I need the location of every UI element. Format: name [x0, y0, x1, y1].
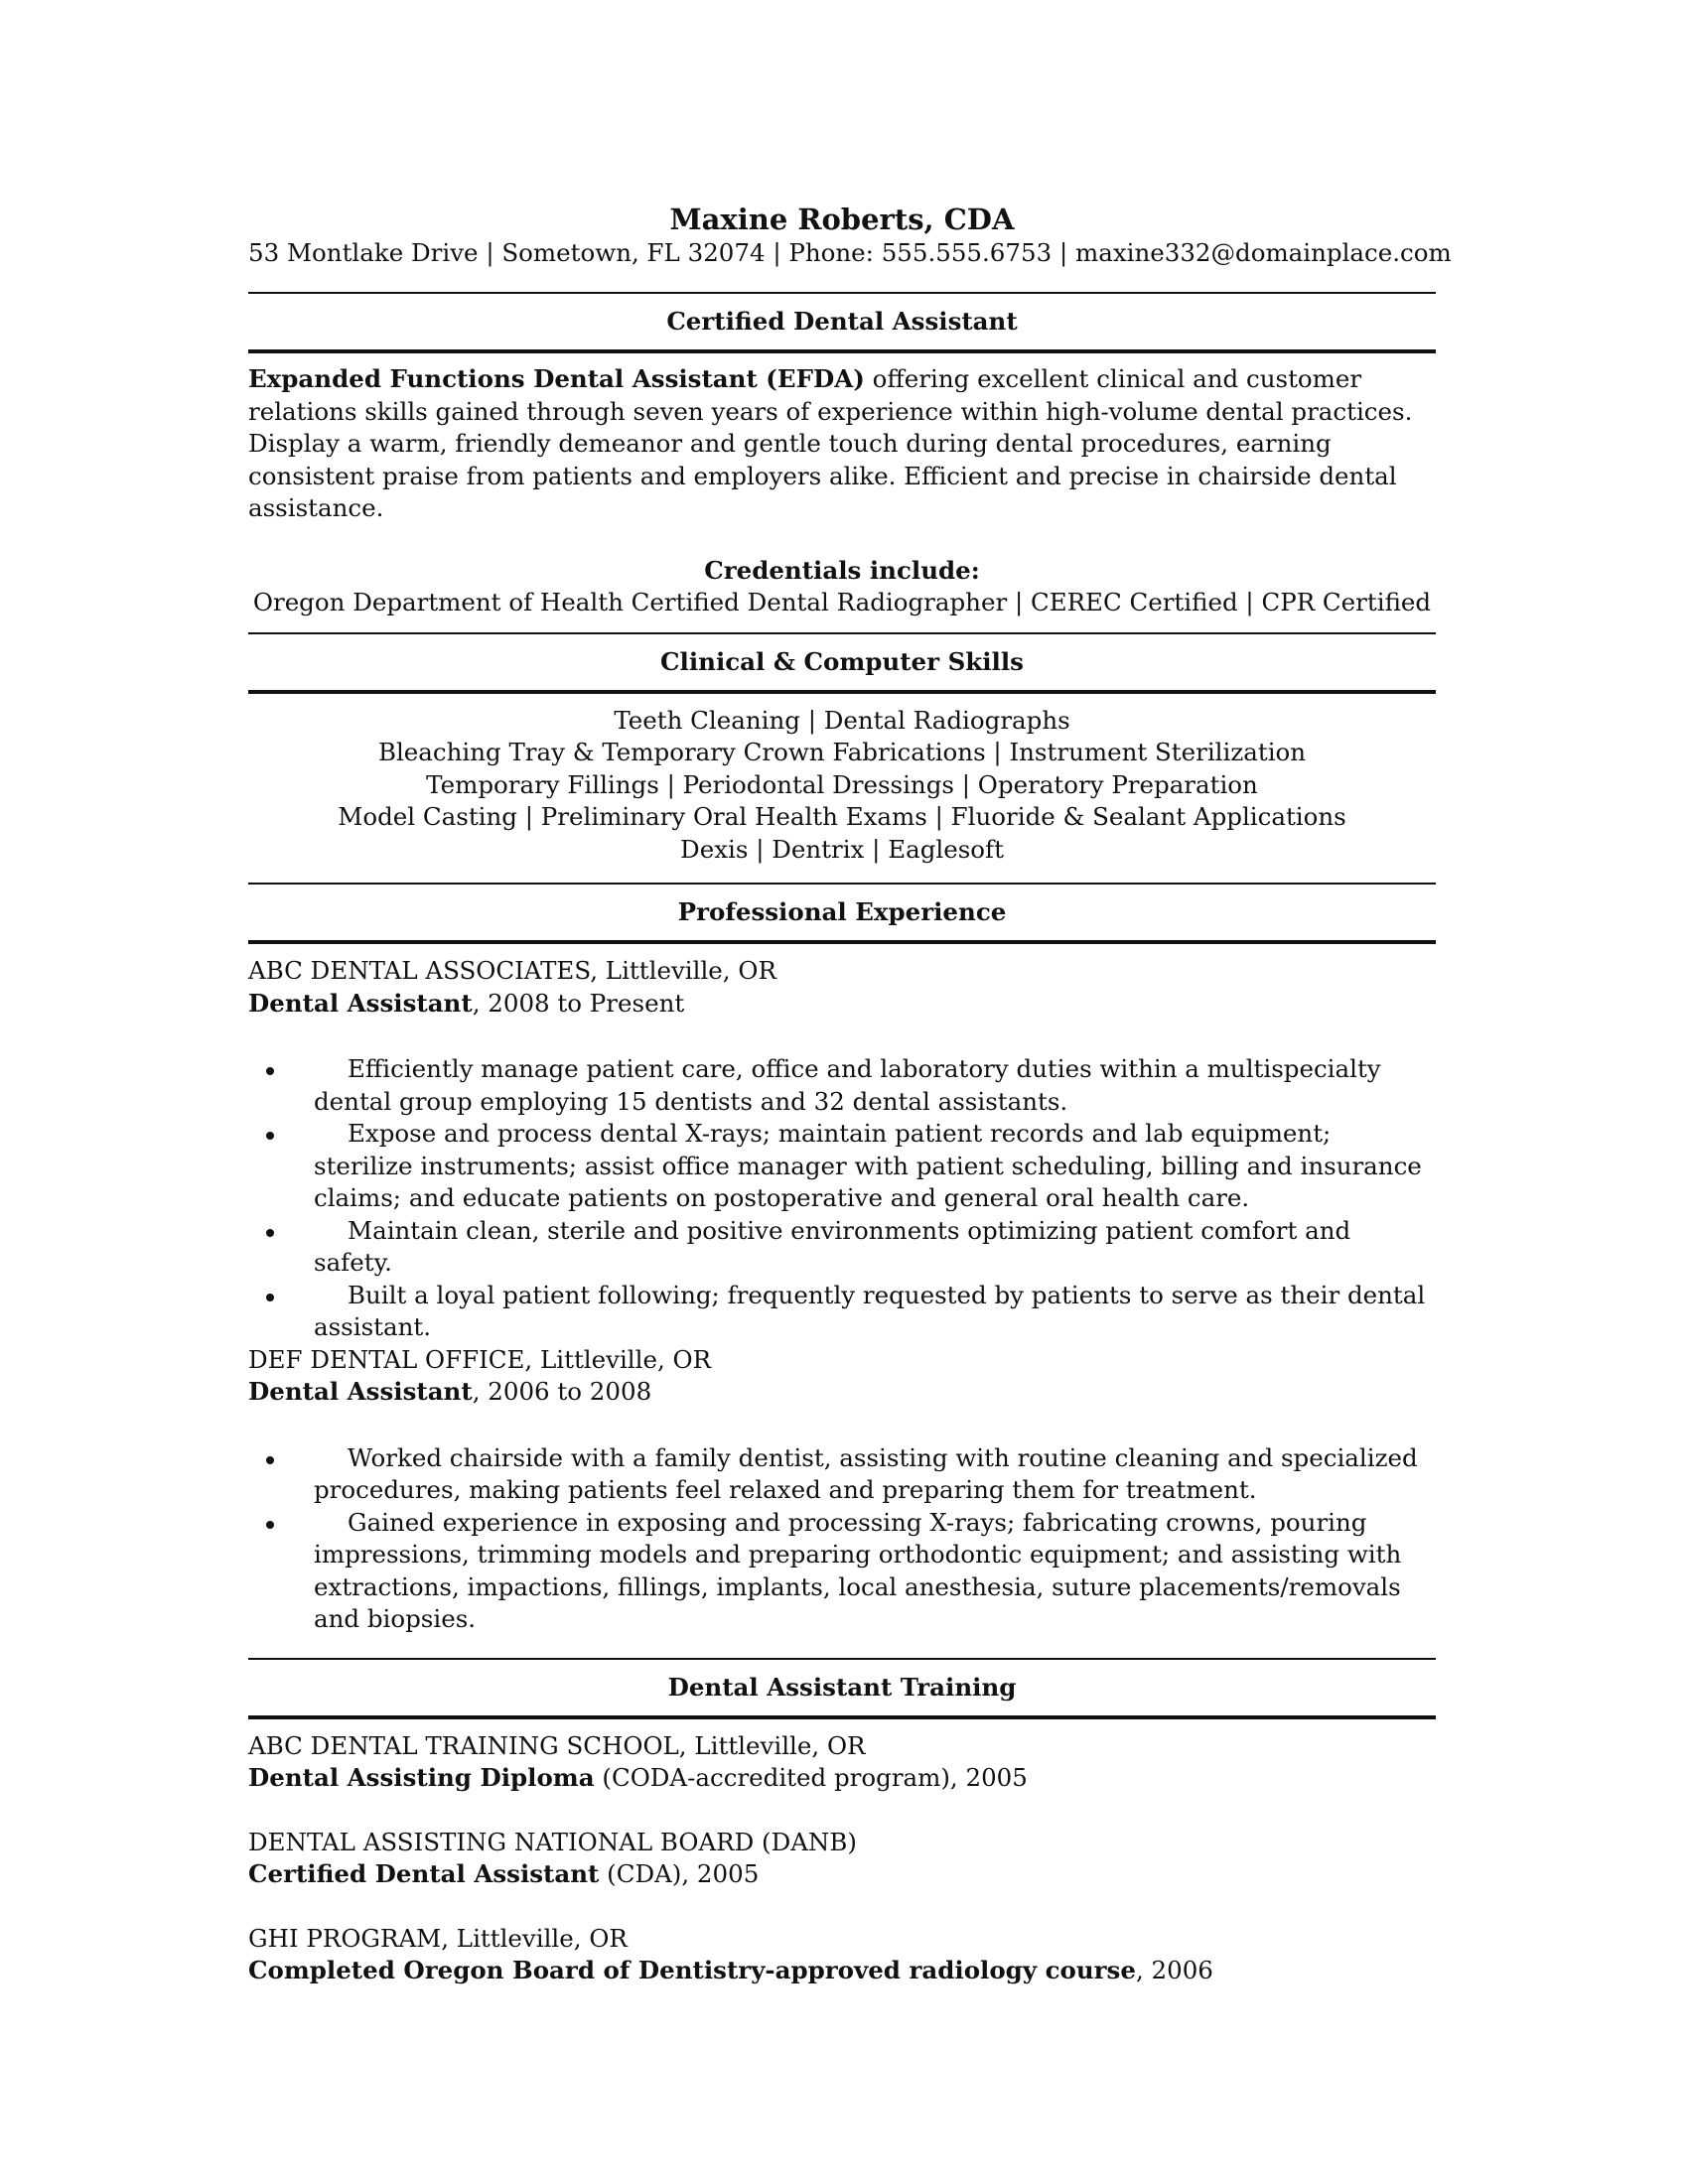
training-detail: (CDA), 2005 [599, 1859, 760, 1888]
job-dates: , 2006 to 2008 [472, 1377, 652, 1406]
bullet-icon [266, 1294, 274, 1301]
candidate-name: Maxine Roberts, CDA [669, 203, 1015, 236]
skills-line: Bleaching Tray & Temporary Crown Fabrications | Instrument Sterilization [377, 738, 1307, 766]
section-heading-experience: Professional Experience [677, 897, 1007, 926]
list-item: Expose and process dental X-rays; maintain patient records and lab equipment; sterilize instruments; assist office manager with patient scheduling, billing and insurance claims; and educate patients on postoperative and general oral health care. [248, 1118, 1436, 1215]
list-item: Worked chairside with a family dentist, assisting with routine cleaning and specialized procedures, making patients feel relaxed and preparing them for treatment. [248, 1442, 1436, 1507]
training-org: DENTAL ASSISTING NATIONAL BOARD (DANB) [248, 1827, 857, 1856]
list-item: Maintain clean, sterile and positive environments optimizing patient comfort and safety. [248, 1215, 1436, 1280]
training-credential: Completed Oregon Board of Dentistry-approved radiology course [248, 1956, 1136, 1984]
job-title-line [248, 1376, 1436, 1409]
job-role: Dental Assistant [248, 1377, 473, 1406]
bullet-icon [266, 1067, 274, 1075]
training-credential: Dental Assisting Diploma [248, 1763, 595, 1792]
credentials-heading: Credentials include: [704, 555, 980, 585]
summary-text: offering excellent clinical and customer relations skills gained through seven years of experience within high-volume dental practices. Display a warm, friendly demeanor and gentle touch during dental procedures, earning consistent praise from patients and employers alike. Efficient and precise in chairside dental assistance. [248, 364, 1413, 522]
training-credential-line [248, 1858, 1436, 1891]
credentials-block [248, 555, 1436, 619]
resume-content [248, 202, 1452, 1987]
job-bullets [248, 1442, 1436, 1636]
credentials-list: Oregon Department of Health Certified Dental Radiographer | CEREC Certified | CPR Certified [252, 588, 1432, 616]
training-org: ABC DENTAL TRAINING SCHOOL, Littleville, OR [248, 1730, 866, 1760]
resume-title: Certified Dental Assistant [666, 307, 1018, 336]
job-dates: , 2008 to Present [472, 988, 685, 1018]
job-title-line [248, 988, 1436, 1021]
skills-line: Teeth Cleaning | Dental Radiographs [614, 705, 1070, 735]
divider [248, 349, 1436, 353]
bullet-icon [266, 1132, 274, 1140]
list-item: Gained experience in exposing and processing X-rays; fabricating crowns, pouring impressions, trimming models and preparing orthodontic equipment; and assisting with extractions, impactions, fillings, implants, local anesthesia, suture placements/removals and biopsies. [248, 1507, 1436, 1636]
skills-line: Dexis | Dentrix | Eaglesoft [680, 834, 1004, 864]
training-credential: Certified Dental Assistant [248, 1859, 600, 1888]
section-heading-training: Dental Assistant Training [667, 1672, 1017, 1702]
list-item: Built a loyal patient following; frequently requested by patients to serve as their dental assistant. [248, 1280, 1436, 1344]
bullet-icon [266, 1521, 274, 1529]
bullet-icon [266, 1456, 274, 1464]
training-detail: , 2006 [1135, 1956, 1213, 1984]
summary-paragraph [248, 363, 1436, 525]
list-item: Efficiently manage patient care, office and laboratory duties within a multispecialty dental group employing 15 dentists and 32 dental assistants. [248, 1053, 1436, 1118]
divider [248, 690, 1436, 694]
skills-line: Model Casting | Preliminary Oral Health Exams | Fluoride & Sealant Applications [338, 802, 1346, 831]
job-role: Dental Assistant [248, 988, 473, 1018]
section-heading-skills: Clinical & Computer Skills [660, 646, 1024, 676]
skills-line: Temporary Fillings | Periodontal Dressings | Operatory Preparation [426, 769, 1258, 799]
contact-line: 53 Montlake Drive | Sometown, FL 32074 | Phone: 555.555.6753 | maxine332@domainplace.com [248, 238, 1452, 267]
summary-lead: Expanded Functions Dental Assistant (EFDA) [248, 364, 865, 393]
employer-name: DEF DENTAL OFFICE, Littleville, OR [248, 1344, 712, 1374]
employer-name: ABC DENTAL ASSOCIATES, Littleville, OR [248, 956, 776, 985]
bullet-icon [266, 1229, 274, 1237]
training-credential-line [248, 1762, 1436, 1795]
training-credential-line [248, 1955, 1436, 1987]
job-bullets [248, 1053, 1436, 1344]
training-detail: (CODA-accredited program), 2005 [594, 1763, 1028, 1792]
training-org: GHI PROGRAM, Littleville, OR [248, 1923, 628, 1953]
skills-list [248, 705, 1436, 867]
